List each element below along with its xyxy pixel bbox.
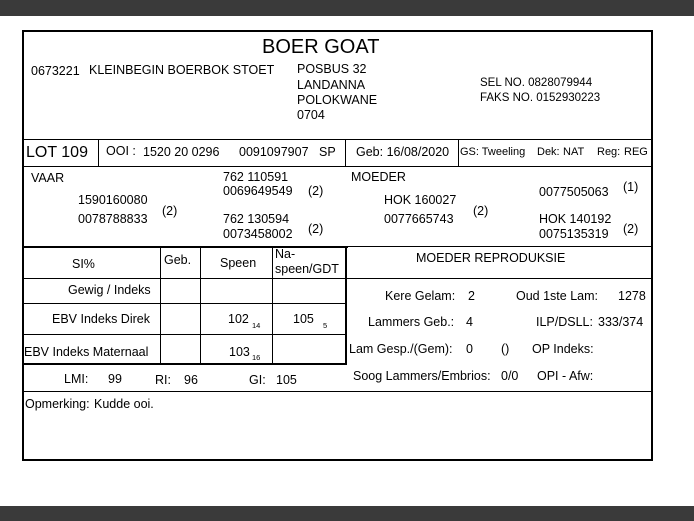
- direk-speen-sub: 14: [252, 321, 261, 330]
- gi-label: GI:: [249, 373, 266, 387]
- bottom-bar: [0, 506, 694, 521]
- index-table-bottom: [22, 363, 347, 365]
- soog-value: 0/0: [501, 369, 519, 383]
- ooi-suffix: SP: [319, 145, 336, 159]
- ooi-label: OOI :: [106, 144, 136, 158]
- soog-label: Soog Lammers/Embrios:: [353, 369, 491, 383]
- sire-mark: (2): [162, 204, 178, 218]
- sire-label: VAAR: [31, 171, 65, 185]
- col-geb-header: Geb.: [164, 253, 192, 267]
- ri-label: RI:: [155, 373, 171, 387]
- gi-value: 105: [276, 373, 297, 387]
- row-maternaal-label: EBV Indeks Maternaal: [24, 345, 149, 359]
- col-naspeen-header: Na- speen/GDT: [275, 247, 339, 276]
- ooi-number: 1520 20 0296: [143, 145, 220, 159]
- oud-label: Oud 1ste Lam:: [516, 289, 598, 303]
- address-line-4: 0704: [297, 108, 325, 122]
- sire-sire-2: 0069649549: [223, 184, 293, 198]
- lamgesp-value: 0: [466, 342, 473, 356]
- lamgesp-paren: (): [501, 342, 510, 356]
- lot-row-top-line: [22, 139, 653, 140]
- lammers-label: Lammers Geb.:: [368, 315, 455, 329]
- direk-naspeen-sub: 5: [323, 321, 328, 330]
- birth-date: Geb: 16/08/2020: [356, 145, 450, 159]
- remark-line: [22, 391, 653, 392]
- breeder-name: KLEINBEGIN BOERBOK STOET: [89, 63, 275, 77]
- address-line-1: POSBUS 32: [297, 62, 367, 76]
- lammers-value: 4: [466, 315, 473, 329]
- opiafw-label: OPI - Afw:: [537, 369, 594, 383]
- lmi-value: 99: [108, 372, 122, 386]
- oud-value: 1278: [618, 289, 646, 303]
- index-col-line-1: [160, 248, 161, 363]
- dam-dam-2: 0075135319: [539, 227, 609, 241]
- dam-dam-1: HOK 140192: [539, 212, 612, 226]
- reg-label: Reg:: [597, 146, 621, 158]
- direk-speen-value: 102: [228, 312, 249, 326]
- sire-dam-1: 762 130594: [223, 212, 290, 226]
- fax-number: FAKS NO. 0152930223: [480, 92, 601, 104]
- repro-title-line: [347, 278, 653, 279]
- breeder-code: 0673221: [31, 64, 80, 78]
- sire-dam-mark: (2): [308, 222, 324, 236]
- sire-sire-1: 762 110591: [223, 170, 289, 184]
- dam-id-1: HOK 160027: [384, 193, 457, 207]
- index-row-line-3: [22, 334, 345, 335]
- address-line-2: LANDANNA: [297, 78, 366, 92]
- repro-top-line: [347, 246, 653, 247]
- mat-speen-sub: 16: [252, 353, 261, 362]
- lot-divider-1: [98, 139, 99, 167]
- ilp-label: ILP/DSLL:: [536, 315, 593, 329]
- index-table-right: [345, 246, 347, 365]
- direk-naspeen-value: 105: [293, 312, 314, 326]
- dam-sire-1: 0077505063: [539, 185, 609, 199]
- dam-id-2: 0077665743: [384, 212, 454, 226]
- col-speen-header: Speen: [220, 256, 257, 270]
- ilp-value: 333/374: [598, 315, 644, 329]
- row-gewig-label: Gewig / Indeks: [68, 283, 151, 297]
- index-row-line-2: [22, 303, 345, 304]
- remark-label: Opmerking:: [25, 397, 90, 411]
- lot-row-bottom-line: [22, 166, 653, 167]
- top-bar: [0, 0, 694, 16]
- dam-mark: (2): [473, 204, 489, 218]
- lot-divider-2: [345, 139, 346, 167]
- kere-value: 2: [468, 289, 475, 303]
- col-si-header: SI%: [72, 257, 95, 271]
- lamgesp-label: Lam Gesp./(Gem):: [349, 342, 453, 356]
- kere-label: Kere Gelam:: [385, 289, 456, 303]
- ooi-id: 0091097907: [239, 145, 309, 159]
- dam-sire-mark: (1): [623, 180, 639, 194]
- dek-value: NAT: [563, 146, 585, 158]
- sire-id-1: 1590160080: [78, 193, 148, 207]
- sire-sire-mark: (2): [308, 184, 324, 198]
- remark-value: Kudde ooi.: [94, 397, 154, 411]
- dek-label: Dek:: [537, 146, 560, 158]
- opi-label: OP Indeks:: [532, 342, 594, 356]
- sire-id-2: 0078788833: [78, 212, 148, 226]
- dam-dam-mark: (2): [623, 222, 639, 236]
- sire-dam-2: 0073458002: [223, 227, 293, 241]
- reg-value: REG: [624, 146, 648, 158]
- lot-number: LOT 109: [26, 144, 88, 161]
- index-col-line-2: [200, 248, 201, 363]
- dam-label: MOEDER: [351, 170, 406, 184]
- address-line-3: POLOKWANE: [297, 93, 378, 107]
- lmi-label: LMI:: [64, 372, 89, 386]
- repro-title: MOEDER REPRODUKSIE: [416, 251, 566, 265]
- cell-number: SEL NO. 0828079944: [480, 77, 593, 89]
- index-row-line-1: [22, 278, 345, 279]
- mat-speen-value: 103: [229, 345, 250, 359]
- gs-status: GS: Tweeling: [460, 146, 526, 158]
- breed-title: BOER GOAT: [262, 36, 380, 58]
- ri-value: 96: [184, 373, 198, 387]
- index-col-line-3: [272, 248, 273, 363]
- lot-divider-3: [458, 139, 459, 167]
- row-direk-label: EBV Indeks Direk: [52, 312, 150, 326]
